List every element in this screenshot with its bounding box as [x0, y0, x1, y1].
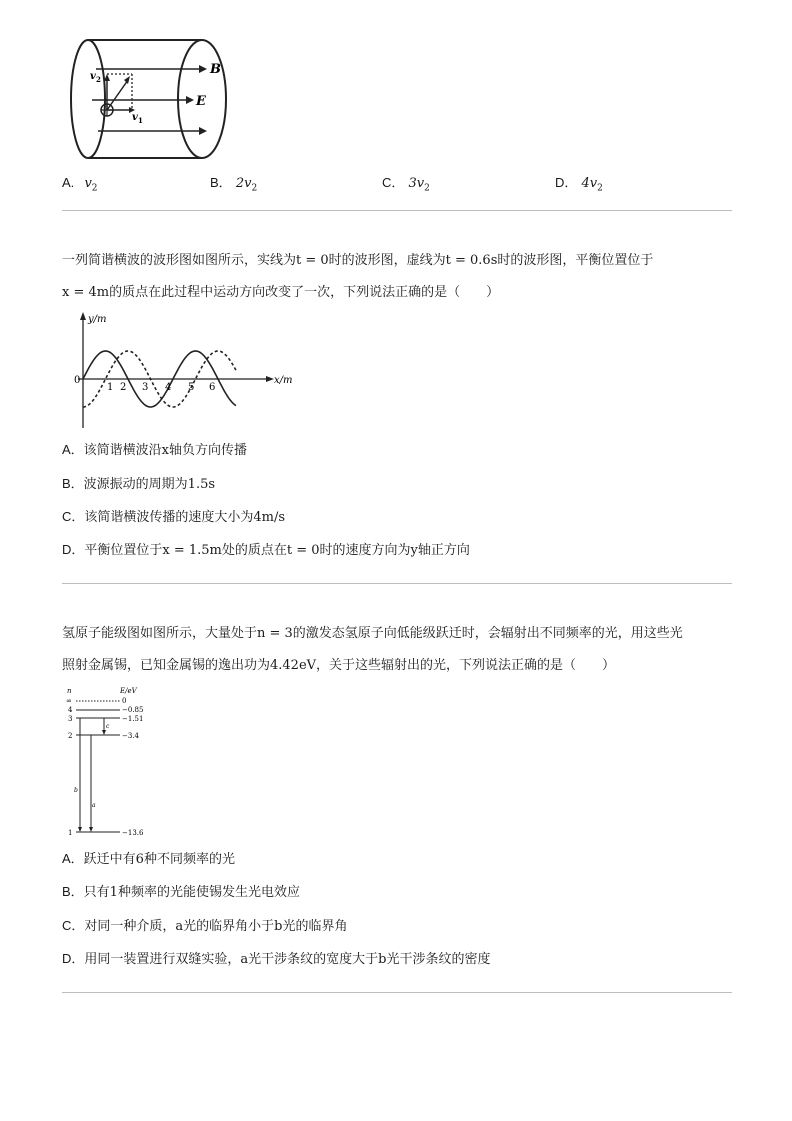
q3-level-e-4: −0.85 — [122, 706, 144, 714]
q3-transition-b: b — [74, 787, 78, 794]
q3-figure-e-label: E/eV — [120, 687, 137, 695]
q1-figure-label-v1-sub: 1 — [138, 116, 143, 125]
q3-option-d-letter: D． — [62, 951, 85, 966]
q3-option-c-text: 对同一种介质，a光的临界角小于b光的临界角 — [84, 919, 348, 934]
q3-stem-line-2: 照射金属锡，已知金属锡的逸出功为4.42eV，关于这些辐射出的光，下列说法正确的是（ ） — [62, 658, 616, 673]
q1-figure-label-e: E — [196, 94, 206, 109]
q1-option-b-text: 2v — [235, 176, 252, 191]
q2-figure-tick-6: 6 — [209, 382, 216, 393]
q2-option-a[interactable] — [62, 441, 247, 460]
q2-option-b-text: 波源振动的周期为1.5s — [83, 477, 216, 492]
q3-option-b[interactable] — [62, 883, 300, 902]
q2-figure-wave — [70, 310, 300, 432]
q1-figure-label-b: B — [210, 62, 221, 77]
divider-3 — [62, 992, 732, 993]
q2-stem-line-1: 一列简谐横波的波形图如图所示，实线为t = 0时的波形图，虚线为t = 0.6s时的波形图，平衡位置位于 — [62, 253, 654, 268]
q3-level-n-2: 2 — [68, 732, 73, 740]
q1-option-b-letter: B． — [210, 175, 232, 190]
q1-option-c[interactable] — [382, 174, 430, 198]
q2-option-c-text: 该简谐横波传播的速度大小为4m/s — [84, 510, 286, 525]
q1-option-d-sub: 2 — [597, 183, 603, 194]
q3-option-c-letter: C． — [62, 918, 85, 933]
q3-option-a-text: 跃迁中有6种不同频率的光 — [83, 852, 235, 867]
q3-level-n-3: 3 — [68, 715, 73, 723]
q1-option-a-letter: A. — [62, 175, 75, 190]
q1-option-a-text: v — [84, 176, 92, 191]
divider-1 — [62, 210, 732, 211]
q3-option-d[interactable] — [62, 950, 490, 969]
q2-option-a-letter: A． — [62, 442, 84, 457]
q3-level-e-3: −1.51 — [122, 715, 144, 723]
q2-option-d[interactable] — [62, 541, 470, 560]
q1-option-d-letter: D． — [555, 175, 578, 190]
q1-figure-cylinder-field — [62, 34, 232, 166]
q1-option-b[interactable] — [210, 174, 257, 198]
q3-level-e-2: −3.4 — [122, 732, 139, 740]
q3-transition-c: c — [106, 723, 110, 730]
q2-option-c[interactable] — [62, 508, 285, 527]
q2-figure-x-label: x/m — [274, 375, 293, 386]
q1-option-d[interactable] — [555, 174, 603, 198]
q1-option-a-sub: 2 — [91, 183, 98, 194]
q3-level-n-1: 1 — [68, 829, 73, 837]
q1-figure-label-v2-sub: 2 — [96, 75, 101, 84]
q3-transition-a: a — [92, 802, 96, 809]
q1-option-c-letter: C． — [382, 175, 405, 190]
q3-option-a-letter: A． — [62, 851, 84, 866]
q2-option-b[interactable] — [62, 475, 215, 494]
q3-option-c[interactable] — [62, 917, 347, 936]
q1-option-b-sub: 2 — [251, 183, 258, 194]
q2-option-b-letter: B． — [62, 476, 84, 491]
q2-figure-tick-2: 2 — [120, 382, 127, 393]
q3-figure-energy-levels — [62, 684, 172, 840]
q1-figure-label-v1: v — [132, 112, 138, 123]
q2-option-d-letter: D． — [62, 542, 85, 557]
q1-option-d-text: 4v — [581, 176, 598, 191]
q2-figure-tick-4: 4 — [165, 382, 172, 393]
q3-option-b-letter: B． — [62, 884, 84, 899]
q3-stem-line-1: 氢原子能级图如图所示，大量处于n = 3的激发态氢原子向低能级跃迁时，会辐射出不同频率的光，用这些光 — [62, 626, 683, 641]
q3-level-e-1: −13.6 — [122, 829, 144, 837]
q1-option-c-text: 3v — [408, 176, 425, 191]
q3-level-n-inf: ∞ — [66, 697, 72, 705]
q1-figure-label-v2: v — [90, 71, 96, 82]
q2-stem-line-2: x = 4m的质点在此过程中运动方向改变了一次，下列说法正确的是（ ） — [62, 285, 500, 300]
q2-figure-tick-3: 3 — [142, 382, 149, 393]
q3-level-n-4: 4 — [68, 706, 73, 714]
q2-figure-tick-5: 5 — [188, 382, 195, 393]
q3-option-a[interactable] — [62, 850, 235, 869]
q3-level-e-inf: 0 — [122, 697, 127, 705]
q1-option-c-sub: 2 — [424, 183, 430, 194]
q2-figure-origin: 0 — [74, 375, 81, 386]
q3-option-b-text: 只有1种频率的光能使锡发生光电效应 — [83, 885, 300, 900]
q2-option-c-letter: C． — [62, 509, 85, 524]
q2-figure-y-label: y/m — [88, 314, 107, 325]
q2-option-a-text: 该简谐横波沿x轴负方向传播 — [83, 443, 248, 458]
q1-option-a[interactable] — [62, 174, 98, 198]
divider-2 — [62, 583, 732, 584]
q2-option-d-text: 平衡位置位于x = 1.5m处的质点在t = 0时的速度方向为y轴正方向 — [84, 543, 470, 558]
q2-figure-tick-1: 1 — [107, 382, 114, 393]
q3-option-d-text: 用同一装置进行双缝实验，a光干涉条纹的宽度大于b光干涉条纹的密度 — [84, 952, 491, 967]
q3-figure-n-label: n — [67, 687, 72, 695]
